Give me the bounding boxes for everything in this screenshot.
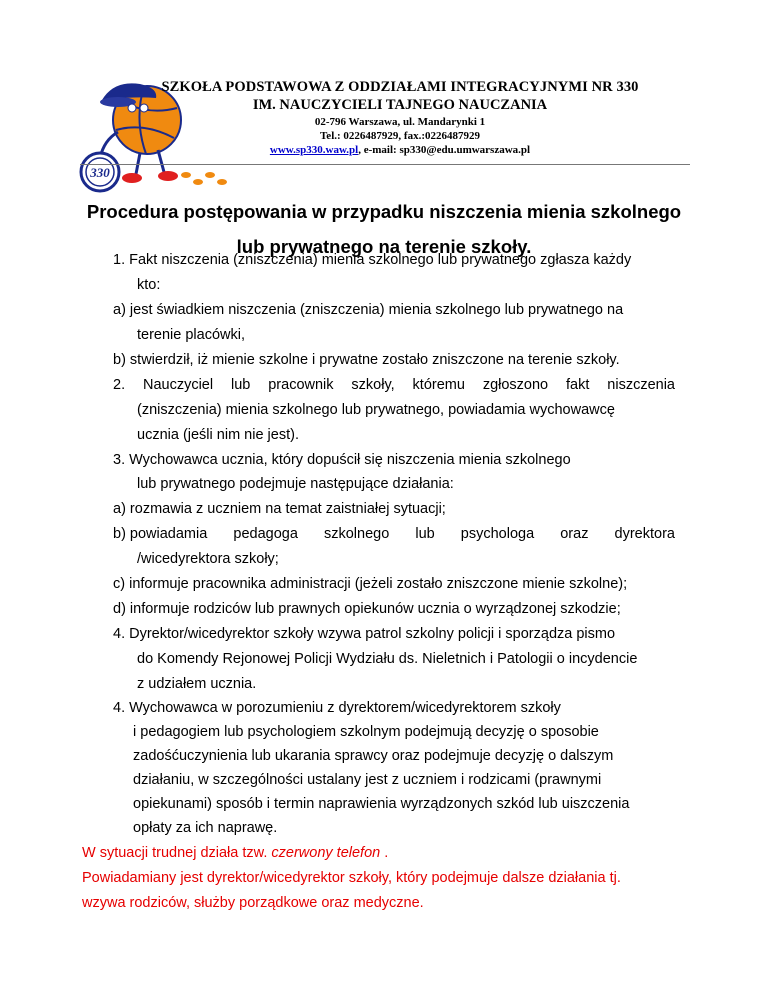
word: zgłoszono <box>482 377 549 393</box>
word: pedagoga <box>233 526 298 542</box>
point-3d: d) informuje rodziców lub prawnych opiekunów ucznia o wyrządzonej szkodzie; <box>113 601 621 617</box>
point-2-line2: (zniszczenia) mienia szkolnego lub prywatnego, powiadamia wychowawcę <box>137 402 615 418</box>
point-2-line1 <box>113 377 675 394</box>
word: lub <box>415 526 435 542</box>
point-3b-line2: /wicedyrektora szkoły; <box>137 551 279 567</box>
document-title-line1: Procedura postępowania w przypadku niszczenia mienia szkolnego <box>86 201 682 222</box>
word: lub <box>230 377 251 393</box>
school-email: , e-mail: sp330@edu.umwarszawa.pl <box>358 144 531 156</box>
point-4-line1: 4. Dyrektor/wicedyrektor szkoły wzywa patrol szkolny policji i sporządza pismo <box>113 626 616 642</box>
school-patron: IM. NAUCZYCIELI TAJNEGO NAUCZANIA <box>252 97 548 113</box>
website-link[interactable]: www.sp330.waw.pl <box>269 144 359 156</box>
point-1b: b) stwierdził, iż mienie szkolne i prywatne zostało zniszczone na terenie szkoły. <box>113 352 620 368</box>
point-2-line3: ucznia (jeśli nim nie jest). <box>137 427 299 443</box>
point-3b-line1 <box>113 526 675 543</box>
point-3c: c) informuje pracownika administracji (jeżeli zostało zniszczone mienie szkolne); <box>113 576 628 592</box>
word: niszczenia <box>607 377 675 393</box>
point-1-line2: kto: <box>137 277 161 293</box>
word: psychologa <box>460 526 535 542</box>
point-5-line5: opiekunami) sposób i termin naprawienia wyrządzonych szkód lub uiszczenia <box>133 796 630 812</box>
point-3-line1: 3. Wychowawca ucznia, który dopuścił się niszczenia mienia szkolnego <box>113 452 571 468</box>
point-1-line1: 1. Fakt niszczenia (zniszczenia) mienia szkolnego lub prywatnego zgłasza każdy <box>113 252 632 268</box>
note-line2: Powiadamiany jest dyrektor/wicedyrektor szkoły, który podejmuje dalsze działania tj. <box>82 870 621 886</box>
word: fakt <box>566 377 590 393</box>
logo-number: 330 <box>90 165 110 180</box>
word: 2. <box>113 377 126 393</box>
point-5-line3: zadośćuczynienia lub ukarania sprawcy oraz podejmuje decyzję o dalszym <box>133 748 614 764</box>
point-3a: a) rozmawia z uczniem na temat zaistniałej sytuacji; <box>113 501 446 517</box>
word: szkolnego <box>323 526 390 542</box>
red-phone-term: czerwony telefon <box>271 845 381 861</box>
point-5-line4: działaniu, w szczególności ustalany jest z uczniem i rodzicami (prawnymi <box>133 772 602 788</box>
note-line3: wzywa rodziców, służby porządkowe oraz medyczne. <box>82 895 424 911</box>
word: szkoły, <box>351 377 395 393</box>
point-1a-line2: terenie placówki, <box>137 327 245 343</box>
point-1a-line1: a) jest świadkiem niszczenia (zniszczenia) mienia szkolnego lub prywatnego na <box>113 302 624 318</box>
note-text: W sytuacji trudnej działa tzw. <box>82 845 272 861</box>
word: dyrektora <box>614 526 675 542</box>
school-name: SZKOŁA PODSTAWOWA Z ODDZIAŁAMI INTEGRACYJNYMI NR 330 <box>161 79 639 95</box>
school-contact <box>120 144 680 156</box>
school-phone: Tel.: 0226487929, fax.:0226487929 <box>319 130 480 142</box>
document-title-line2: lub prywatnego na terenie szkoły. <box>236 236 532 257</box>
point-5-line2: i pedagogiem lub psychologiem szkolnym podejmują decyzję o sposobie <box>133 724 599 740</box>
word: oraz <box>560 526 589 542</box>
point-3-line2: lub prywatnego podejmuje następujące działania: <box>137 476 454 492</box>
word: pracownik <box>268 377 334 393</box>
word: Nauczyciel <box>142 377 214 393</box>
school-address: 02-796 Warszawa, ul. Mandarynki 1 <box>314 116 486 128</box>
header-divider <box>80 164 690 165</box>
point-5-line1: 4. Wychowawca w porozumieniu z dyrektorem/wicedyrektorem szkoły <box>113 700 561 716</box>
word: któremu <box>412 377 465 393</box>
note-text: . <box>380 845 389 861</box>
word: b) powiadamia <box>113 526 208 542</box>
point-5-line6: opłaty za ich naprawę. <box>133 820 278 836</box>
point-4-line3: z udziałem ucznia. <box>137 676 257 692</box>
note-line1 <box>82 845 388 862</box>
point-4-line2: do Komendy Rejonowej Policji Wydziału ds. Nieletnich i Patologii o incydencie <box>137 651 638 667</box>
